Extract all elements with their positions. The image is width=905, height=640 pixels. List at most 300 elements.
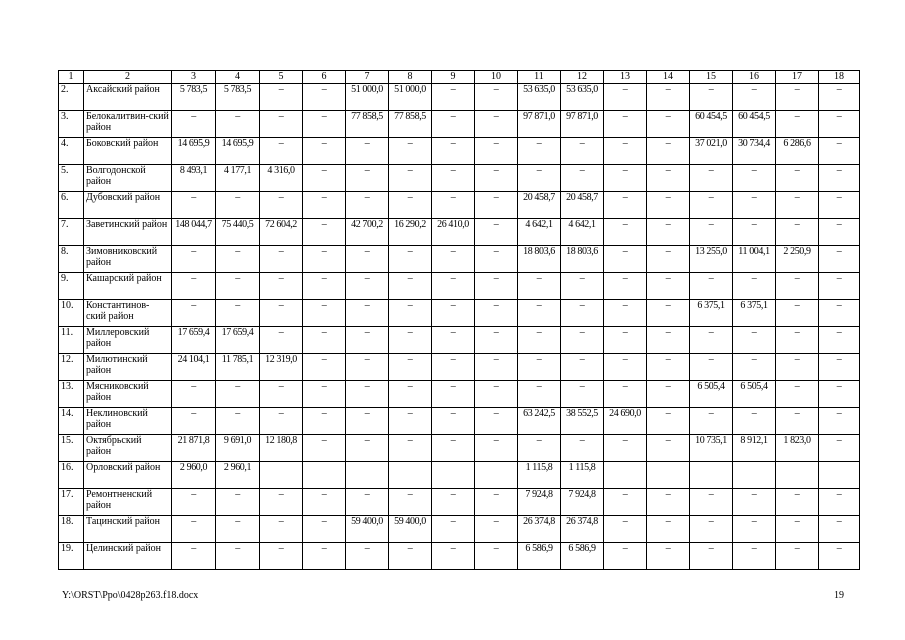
district-name: Милютинский район	[84, 354, 172, 381]
table-cell: –	[604, 489, 647, 516]
table-cell: 26 374,8	[518, 516, 561, 543]
table-cell: –	[389, 381, 432, 408]
table-cell: –	[604, 246, 647, 273]
table-cell: –	[819, 543, 860, 570]
table-cell: –	[647, 219, 690, 246]
table-cell: 75 440,5	[216, 219, 260, 246]
table-cell: –	[172, 408, 216, 435]
table-cell: –	[432, 138, 475, 165]
table-cell: –	[475, 489, 518, 516]
row-number: 3.	[59, 111, 84, 138]
district-name: Ремонтненский район	[84, 489, 172, 516]
table-cell: 11 004,1	[733, 246, 776, 273]
table-cell: –	[389, 354, 432, 381]
table-cell: –	[733, 408, 776, 435]
table-cell: 2 960,0	[172, 462, 216, 489]
table-cell: –	[733, 327, 776, 354]
table-cell: –	[432, 165, 475, 192]
table-cell: 4 177,1	[216, 165, 260, 192]
table-cell: –	[216, 273, 260, 300]
table-cell: –	[647, 381, 690, 408]
table-cell: –	[733, 84, 776, 111]
column-header: 10	[475, 71, 518, 84]
table-row	[59, 489, 860, 516]
table-cell: –	[733, 165, 776, 192]
table-cell: –	[690, 165, 733, 192]
row-number: 8.	[59, 246, 84, 273]
table-cell: –	[303, 84, 346, 111]
table-cell: –	[172, 192, 216, 219]
table-cell: –	[260, 192, 303, 219]
table-row	[59, 138, 860, 165]
table-cell: 26 410,0	[432, 219, 475, 246]
table-cell: –	[518, 165, 561, 192]
table-cell: –	[475, 273, 518, 300]
table-row	[59, 192, 860, 219]
table-cell: 13 255,0	[690, 246, 733, 273]
row-number: 19.	[59, 543, 84, 570]
table-cell: 18 803,6	[518, 246, 561, 273]
table-cell: –	[690, 543, 733, 570]
table-cell: –	[303, 543, 346, 570]
table-cell: –	[733, 192, 776, 219]
table-cell: –	[303, 165, 346, 192]
table-cell: –	[604, 165, 647, 192]
column-header: 7	[346, 71, 389, 84]
table-cell: –	[260, 408, 303, 435]
table-cell: –	[561, 327, 604, 354]
table-cell: –	[561, 165, 604, 192]
table-cell: –	[647, 192, 690, 219]
table-cell: 148 044,7	[172, 219, 216, 246]
table-cell: –	[647, 111, 690, 138]
table-row	[59, 381, 860, 408]
table-cell: –	[604, 273, 647, 300]
table-cell: –	[389, 273, 432, 300]
table-cell: –	[475, 111, 518, 138]
table-cell: –	[690, 84, 733, 111]
table-cell: –	[690, 273, 733, 300]
table-cell: –	[819, 273, 860, 300]
column-header: 4	[216, 71, 260, 84]
table-row	[59, 408, 860, 435]
column-header: 6	[303, 71, 346, 84]
table-row	[59, 273, 860, 300]
table-cell: –	[303, 408, 346, 435]
table-cell: –	[172, 381, 216, 408]
table-cell: –	[819, 111, 860, 138]
district-name: Боковский район	[84, 138, 172, 165]
district-name: Белокалитвин-ский район	[84, 111, 172, 138]
table-cell: –	[819, 516, 860, 543]
table-cell: –	[432, 489, 475, 516]
data-table	[58, 70, 860, 570]
table-cell: –	[260, 246, 303, 273]
table-cell: –	[518, 327, 561, 354]
table-cell: –	[475, 300, 518, 327]
table-row	[59, 327, 860, 354]
table-cell: 6 586,9	[518, 543, 561, 570]
column-header: 3	[172, 71, 216, 84]
table-cell: –	[561, 300, 604, 327]
table-cell: –	[346, 435, 389, 462]
district-name: Волгодонской район	[84, 165, 172, 192]
table-cell: –	[561, 354, 604, 381]
table-cell	[604, 462, 647, 489]
table-cell: 6 505,4	[690, 381, 733, 408]
table-cell: –	[260, 381, 303, 408]
table-cell: –	[518, 300, 561, 327]
table-cell	[303, 462, 346, 489]
table-cell: –	[346, 192, 389, 219]
district-name: Кашарский район	[84, 273, 172, 300]
table-cell: –	[475, 435, 518, 462]
table-cell: –	[432, 408, 475, 435]
table-cell: –	[733, 543, 776, 570]
table-cell: 4 642,1	[561, 219, 604, 246]
table-cell: –	[303, 138, 346, 165]
table-cell: 20 458,7	[518, 192, 561, 219]
district-name: Аксайский район	[84, 84, 172, 111]
column-header: 17	[776, 71, 819, 84]
table-cell: 6 586,9	[561, 543, 604, 570]
table-cell: –	[260, 138, 303, 165]
table-cell: –	[432, 435, 475, 462]
table-cell: –	[819, 408, 860, 435]
table-cell	[389, 462, 432, 489]
table-cell: –	[216, 408, 260, 435]
district-name: Заветинский район	[84, 219, 172, 246]
table-cell: –	[475, 192, 518, 219]
table-cell: –	[561, 435, 604, 462]
table-cell: –	[604, 327, 647, 354]
table-cell: –	[776, 273, 819, 300]
table-cell	[647, 462, 690, 489]
table-cell: –	[389, 300, 432, 327]
table-cell: 6 375,1	[733, 300, 776, 327]
table-cell: –	[776, 165, 819, 192]
table-cell: –	[819, 138, 860, 165]
table-cell: –	[776, 354, 819, 381]
table-cell: –	[172, 489, 216, 516]
row-number: 16.	[59, 462, 84, 489]
table-cell: –	[260, 489, 303, 516]
table-cell: –	[776, 300, 819, 327]
table-cell: 59 400,0	[389, 516, 432, 543]
table-cell: –	[216, 489, 260, 516]
table-cell: –	[733, 219, 776, 246]
table-cell: 14 695,9	[216, 138, 260, 165]
table-cell: –	[776, 489, 819, 516]
table-cell: 9 691,0	[216, 435, 260, 462]
table-cell: 1 115,8	[518, 462, 561, 489]
table-cell: 1 823,0	[776, 435, 819, 462]
table-cell: 53 635,0	[561, 84, 604, 111]
table-cell: –	[172, 246, 216, 273]
column-header: 15	[690, 71, 733, 84]
table-cell: –	[819, 354, 860, 381]
table-cell: 12 319,0	[260, 354, 303, 381]
table-cell: –	[346, 300, 389, 327]
table-cell: 8 912,1	[733, 435, 776, 462]
table-cell: –	[303, 327, 346, 354]
table-cell: 17 659,4	[216, 327, 260, 354]
table-cell: 21 871,8	[172, 435, 216, 462]
table-cell: –	[819, 327, 860, 354]
table-cell: –	[260, 273, 303, 300]
table-cell: –	[733, 354, 776, 381]
table-cell: –	[260, 300, 303, 327]
table-cell: –	[733, 273, 776, 300]
table-cell: –	[432, 111, 475, 138]
table-cell: –	[303, 516, 346, 543]
table-cell: –	[389, 408, 432, 435]
table-cell: –	[561, 381, 604, 408]
table-cell: 4 316,0	[260, 165, 303, 192]
table-row	[59, 111, 860, 138]
table-cell: 60 454,5	[690, 111, 733, 138]
table-cell: –	[389, 192, 432, 219]
column-header: 1	[59, 71, 84, 84]
table-cell: –	[216, 381, 260, 408]
table-cell: –	[819, 219, 860, 246]
page-number: 19	[834, 590, 844, 601]
table-cell: –	[647, 408, 690, 435]
table-row	[59, 354, 860, 381]
table-cell: 17 659,4	[172, 327, 216, 354]
table-cell: –	[647, 489, 690, 516]
table-cell: 24 104,1	[172, 354, 216, 381]
table-cell: 63 242,5	[518, 408, 561, 435]
column-header: 18	[819, 71, 860, 84]
table-cell: –	[432, 381, 475, 408]
table-cell: –	[303, 246, 346, 273]
table-cell: –	[776, 381, 819, 408]
row-number: 9.	[59, 273, 84, 300]
header-row	[59, 71, 860, 84]
table-cell: –	[389, 489, 432, 516]
table-cell: –	[776, 516, 819, 543]
table-cell: –	[647, 354, 690, 381]
table-cell: –	[172, 543, 216, 570]
table-cell: 97 871,0	[561, 111, 604, 138]
table-cell: –	[346, 381, 389, 408]
table-cell: –	[432, 246, 475, 273]
table-cell: –	[389, 327, 432, 354]
table-cell: 37 021,0	[690, 138, 733, 165]
district-name: Зимовниковский район	[84, 246, 172, 273]
table-cell: 10 735,1	[690, 435, 733, 462]
table-row	[59, 516, 860, 543]
column-header: 14	[647, 71, 690, 84]
table-cell: 5 783,5	[172, 84, 216, 111]
table-cell: –	[216, 543, 260, 570]
table-cell: 1 115,8	[561, 462, 604, 489]
table-cell: –	[389, 543, 432, 570]
table-cell: –	[819, 246, 860, 273]
table-cell: –	[303, 219, 346, 246]
row-number: 5.	[59, 165, 84, 192]
table-cell: –	[561, 273, 604, 300]
table-cell: –	[647, 246, 690, 273]
table-cell: –	[518, 435, 561, 462]
table-cell: –	[604, 543, 647, 570]
table-cell: 60 454,5	[733, 111, 776, 138]
table-cell: –	[303, 489, 346, 516]
table-cell: –	[604, 138, 647, 165]
table-cell: –	[389, 246, 432, 273]
table-cell: –	[819, 300, 860, 327]
table-cell: –	[216, 300, 260, 327]
table-cell: –	[604, 219, 647, 246]
table-cell	[432, 462, 475, 489]
table-cell: 77 858,5	[346, 111, 389, 138]
table-cell: –	[216, 192, 260, 219]
table-cell: –	[432, 516, 475, 543]
table-cell: –	[518, 354, 561, 381]
table-cell: –	[776, 84, 819, 111]
table-cell: –	[604, 111, 647, 138]
table-cell: –	[432, 300, 475, 327]
table-cell: –	[776, 543, 819, 570]
district-name: Неклиновский район	[84, 408, 172, 435]
row-number: 17.	[59, 489, 84, 516]
table-cell: 51 000,0	[389, 84, 432, 111]
table-cell: 20 458,7	[561, 192, 604, 219]
table-cell: –	[690, 327, 733, 354]
table-cell: –	[776, 327, 819, 354]
table-cell: 16 290,2	[389, 219, 432, 246]
table-cell: –	[432, 84, 475, 111]
table-cell: –	[690, 408, 733, 435]
table-cell: –	[346, 327, 389, 354]
table-cell: –	[172, 516, 216, 543]
table-cell: –	[216, 246, 260, 273]
table-cell: 77 858,5	[389, 111, 432, 138]
district-name: Орловский район	[84, 462, 172, 489]
table-cell: –	[303, 381, 346, 408]
table-cell: –	[303, 354, 346, 381]
table-cell: 6 286,6	[776, 138, 819, 165]
table-cell: –	[475, 84, 518, 111]
table-row	[59, 435, 860, 462]
table-cell: –	[303, 273, 346, 300]
table-cell: –	[690, 219, 733, 246]
table-cell: 42 700,2	[346, 219, 389, 246]
district-name: Константинов-ский район	[84, 300, 172, 327]
table-cell: –	[346, 246, 389, 273]
table-cell: –	[776, 192, 819, 219]
table-cell: 14 695,9	[172, 138, 216, 165]
row-number: 18.	[59, 516, 84, 543]
table-cell: –	[604, 381, 647, 408]
table-cell: –	[172, 300, 216, 327]
table-cell: –	[690, 489, 733, 516]
table-cell	[776, 462, 819, 489]
table-cell: –	[475, 246, 518, 273]
column-header: 11	[518, 71, 561, 84]
table-cell: –	[303, 111, 346, 138]
table-cell: –	[733, 516, 776, 543]
table-cell: 72 604,2	[260, 219, 303, 246]
table-cell: 8 493,1	[172, 165, 216, 192]
table-cell: –	[346, 489, 389, 516]
column-header: 5	[260, 71, 303, 84]
table-cell: –	[475, 516, 518, 543]
table-cell	[346, 462, 389, 489]
table-row	[59, 84, 860, 111]
table-cell: –	[475, 408, 518, 435]
table-cell: –	[819, 489, 860, 516]
table-cell: –	[389, 435, 432, 462]
table-cell: –	[518, 138, 561, 165]
table-cell	[475, 462, 518, 489]
table-cell: –	[475, 165, 518, 192]
row-number: 2.	[59, 84, 84, 111]
column-header: 8	[389, 71, 432, 84]
table-cell: –	[432, 273, 475, 300]
table-cell: –	[432, 354, 475, 381]
table-cell: –	[172, 273, 216, 300]
table-cell: 30 734,4	[733, 138, 776, 165]
table-cell: –	[389, 165, 432, 192]
table-cell: –	[303, 435, 346, 462]
table-cell: –	[432, 543, 475, 570]
row-number: 6.	[59, 192, 84, 219]
row-number: 14.	[59, 408, 84, 435]
table-cell: 6 505,4	[733, 381, 776, 408]
row-number: 10.	[59, 300, 84, 327]
table-cell: –	[604, 354, 647, 381]
table-row	[59, 219, 860, 246]
table-cell: 59 400,0	[346, 516, 389, 543]
table-cell: –	[216, 111, 260, 138]
table-cell: –	[647, 435, 690, 462]
table-cell: –	[561, 138, 604, 165]
column-header: 16	[733, 71, 776, 84]
table-cell: –	[346, 354, 389, 381]
table-cell: 7 924,8	[518, 489, 561, 516]
table-cell: –	[346, 543, 389, 570]
table-cell: –	[647, 165, 690, 192]
column-header: 12	[561, 71, 604, 84]
table-cell: –	[776, 408, 819, 435]
table-cell: 18 803,6	[561, 246, 604, 273]
table-cell: –	[690, 192, 733, 219]
table-cell: –	[819, 435, 860, 462]
district-name: Дубовский район	[84, 192, 172, 219]
table-cell: –	[647, 516, 690, 543]
table-cell	[819, 462, 860, 489]
table-cell: 38 552,5	[561, 408, 604, 435]
table-cell: 12 180,8	[260, 435, 303, 462]
table-cell: –	[346, 138, 389, 165]
table-cell: –	[260, 327, 303, 354]
row-number: 12.	[59, 354, 84, 381]
table-cell: –	[432, 327, 475, 354]
table-cell: –	[518, 273, 561, 300]
row-number: 7.	[59, 219, 84, 246]
table-cell: 53 635,0	[518, 84, 561, 111]
table-cell: –	[303, 300, 346, 327]
row-number: 15.	[59, 435, 84, 462]
row-number: 4.	[59, 138, 84, 165]
table-cell: –	[819, 381, 860, 408]
table-row	[59, 462, 860, 489]
district-name: Октябрьский район	[84, 435, 172, 462]
table-cell: –	[819, 165, 860, 192]
table-cell: –	[819, 84, 860, 111]
